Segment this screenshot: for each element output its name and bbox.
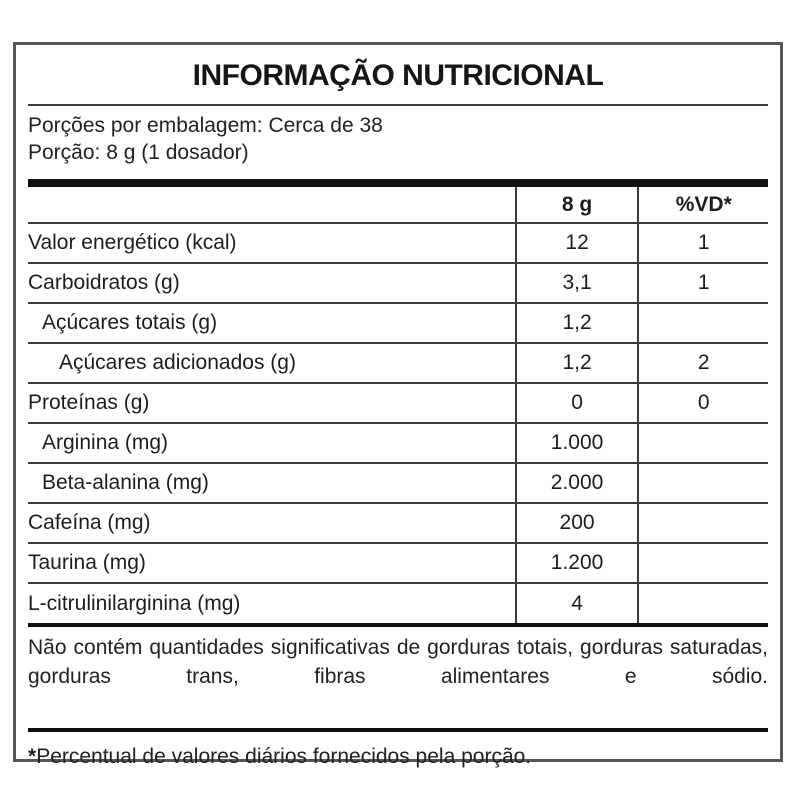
no-significant-amounts-note: Não contém quantidades significativas de gorduras totais, gorduras saturadas, gorduras trans, fibras alimentares e sódio. bbox=[28, 636, 768, 688]
nutrient-label-cell: Arginina (mg) bbox=[42, 431, 169, 454]
table-row bbox=[28, 463, 768, 503]
amount-cell: 2.000 bbox=[516, 463, 639, 503]
footnote-asterisk: * bbox=[28, 745, 37, 768]
nutrition-label bbox=[13, 42, 783, 768]
daily-value-footnote bbox=[28, 732, 768, 770]
table-row bbox=[28, 423, 768, 463]
nutrition-table bbox=[28, 187, 768, 623]
dv-cell bbox=[638, 303, 768, 343]
dv-cell: 1 bbox=[638, 223, 768, 263]
amount-cell: 12 bbox=[516, 223, 639, 263]
nutrient-column-header bbox=[28, 187, 516, 223]
table-row bbox=[28, 383, 768, 423]
nutrient-label-cell: Açúcares totais (g) bbox=[42, 311, 218, 334]
dv-column-header: %VD* bbox=[638, 187, 768, 223]
dv-cell bbox=[638, 583, 768, 623]
serving-size: Porção: 8 g (1 dosador) bbox=[28, 141, 249, 164]
dv-cell bbox=[638, 503, 768, 543]
amount-cell: 1,2 bbox=[516, 303, 639, 343]
amount-cell: 3,1 bbox=[516, 263, 639, 303]
title-divider bbox=[28, 104, 768, 106]
dv-cell bbox=[638, 423, 768, 463]
amount-cell: 1.000 bbox=[516, 423, 639, 463]
dv-cell: 0 bbox=[638, 383, 768, 423]
nutrient-label-cell: L-citrulinilarginina (mg) bbox=[28, 591, 241, 615]
table-row bbox=[28, 303, 768, 343]
servings-per-package: Porções por embalagem: Cerca de 38 bbox=[28, 114, 383, 137]
table-header-row bbox=[28, 187, 768, 223]
nutrient-label-cell: Carboidratos (g) bbox=[28, 271, 180, 294]
table-row bbox=[28, 543, 768, 583]
table-row bbox=[28, 583, 768, 623]
serving-info bbox=[28, 112, 768, 166]
table-row bbox=[28, 343, 768, 383]
dv-cell: 2 bbox=[638, 343, 768, 383]
footnote-text: Percentual de valores diários fornecidos pela porção. bbox=[36, 745, 532, 768]
table-row bbox=[28, 223, 768, 263]
nutrient-label-cell: Proteínas (g) bbox=[28, 391, 150, 414]
amount-cell: 1.200 bbox=[516, 543, 639, 583]
dv-cell bbox=[638, 543, 768, 583]
header-thick-bar bbox=[28, 179, 768, 187]
amount-column-header: 8 g bbox=[516, 187, 639, 223]
table-row bbox=[28, 503, 768, 543]
amount-cell: 4 bbox=[516, 583, 639, 623]
amount-cell: 1,2 bbox=[516, 343, 639, 383]
dv-cell bbox=[638, 463, 768, 503]
nutrient-label-cell: Taurina (mg) bbox=[28, 551, 146, 574]
nutrient-label-cell: Açúcares adicionados (g) bbox=[59, 351, 296, 374]
dv-cell: 1 bbox=[638, 263, 768, 303]
amount-cell: 0 bbox=[516, 383, 639, 423]
amount-cell: 200 bbox=[516, 503, 639, 543]
nutrient-label-cell: Beta-alanina (mg) bbox=[42, 471, 209, 494]
label-title: INFORMAÇÃO NUTRICIONAL bbox=[192, 59, 604, 92]
nutrient-label-cell: Valor energético (kcal) bbox=[28, 231, 237, 254]
table-row bbox=[28, 263, 768, 303]
nutrient-label-cell: Cafeína (mg) bbox=[28, 511, 151, 534]
